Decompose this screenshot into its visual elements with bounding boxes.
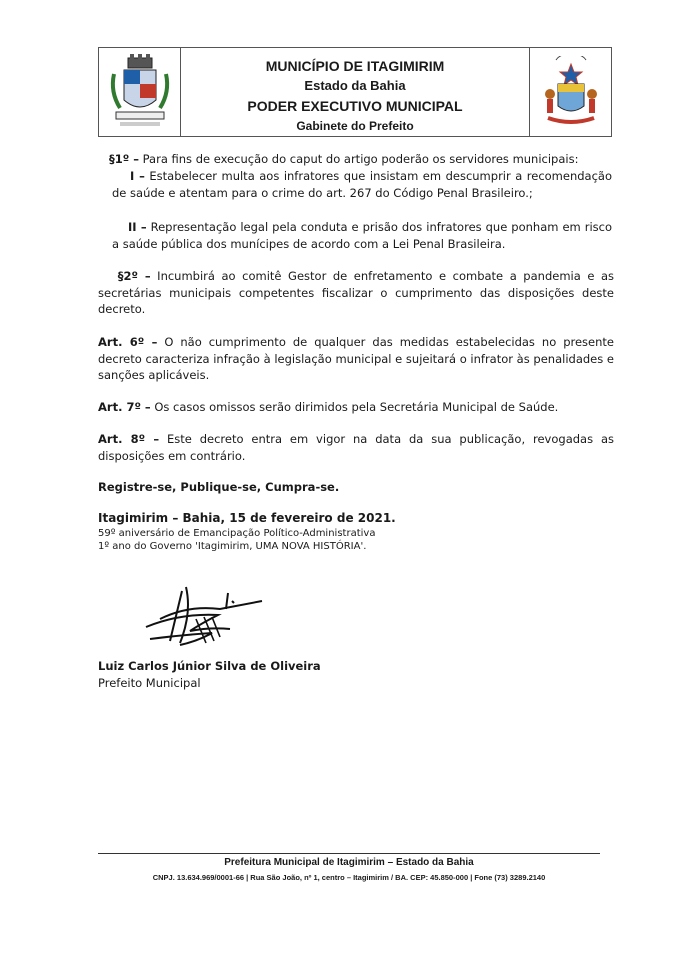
- closing-formula: Registre-se, Publique-se, Cumpra-se.: [98, 480, 340, 494]
- paragraph-2: [98, 268, 614, 318]
- paragraph-2-text: Incumbirá ao comitê Gestor de enfretamento e combate a pandemia e as secretárias municipais competentes fiscalizar o cumprimento das disposições deste decreto.: [98, 269, 615, 316]
- footer-contact: CNPJ. 13.634.969/0001-66 | Rua São João, nº 1, centro – Itagimirim / BA. CEP: 45.850-000 | Fone (73) 3289.2140: [152, 873, 546, 882]
- paragraph-1-label: §1º –: [108, 152, 139, 166]
- article-8: [98, 431, 614, 464]
- signer-title: Prefeito Municipal: [98, 676, 201, 690]
- anniversary-line: 59º aniversário de Emancipação Político-Administrativa: [98, 528, 376, 539]
- item-2-text: Representação legal pela conduta e prisão dos infratores que ponham em risco a saúde pública dos munícipes de acordo com a Lei Penal Brasileira.: [112, 220, 612, 251]
- paragraph-1: [98, 151, 614, 168]
- letterhead: [98, 47, 612, 137]
- bahia-state-coat-of-arms-icon: [540, 56, 602, 128]
- article-7-label: Art. 7º –: [98, 400, 151, 414]
- municipality-name: MUNICÍPIO DE ITAGIMIRIM: [265, 58, 445, 74]
- municipal-coat-of-arms-icon: [106, 52, 174, 132]
- signer-name: Luiz Carlos Júnior Silva de Oliveira: [98, 659, 321, 673]
- article-6-label: Art. 6º –: [98, 335, 158, 349]
- mayor-office: Gabinete do Prefeito: [296, 119, 414, 133]
- paragraph-2-label: §2º –: [117, 269, 151, 283]
- article-6-text: O não cumprimento de qualquer das medidas estabelecidas no presente decreto caracteriza infração à legislação municipal e sujeitará o infrator às penalidades e sanções aplicáveis.: [98, 335, 614, 382]
- item-1-label: I –: [130, 169, 145, 183]
- government-year-line: 1º ano do Governo 'Itagimirim, UMA NOVA HISTÓRIA'.: [98, 541, 367, 552]
- item-2-label: II –: [127, 220, 147, 234]
- article-6: [98, 334, 614, 384]
- executive-power: PODER EXECUTIVO MUNICIPAL: [247, 98, 463, 114]
- paragraph-1-text: Para fins de execução do caput do artigo poderão os servidores municipais:: [138, 152, 579, 166]
- item-1-text: Estabelecer multa aos infratores que insistam em descumprir a recomendação de saúde e atentam para o crime do art. 267 do Código Penal Brasileiro.;: [112, 169, 612, 200]
- state-name: Estado da Bahia: [304, 78, 406, 93]
- state-coat-of-arms-cell: [529, 48, 611, 136]
- footer-divider: [98, 853, 600, 854]
- article-8-text: Este decreto entra em vigor na data da sua publicação, revogadas as disposições em contrário.: [98, 432, 614, 463]
- signature-image: [140, 583, 270, 655]
- letterhead-title-block: [181, 48, 529, 136]
- date-line: Itagimirim – Bahia, 15 de fevereiro de 2021.: [98, 511, 396, 525]
- article-8-label: Art. 8º –: [98, 432, 160, 446]
- footer-institution: Prefeitura Municipal de Itagimirim – Estado da Bahia: [224, 857, 474, 868]
- paragraph-1-item-2: [112, 219, 612, 252]
- article-7-text: Os casos omissos serão dirimidos pela Secretária Municipal de Saúde.: [150, 400, 559, 414]
- municipal-coat-of-arms-cell: [99, 48, 181, 136]
- paragraph-1-item-1: [112, 168, 612, 201]
- article-7: [98, 399, 614, 416]
